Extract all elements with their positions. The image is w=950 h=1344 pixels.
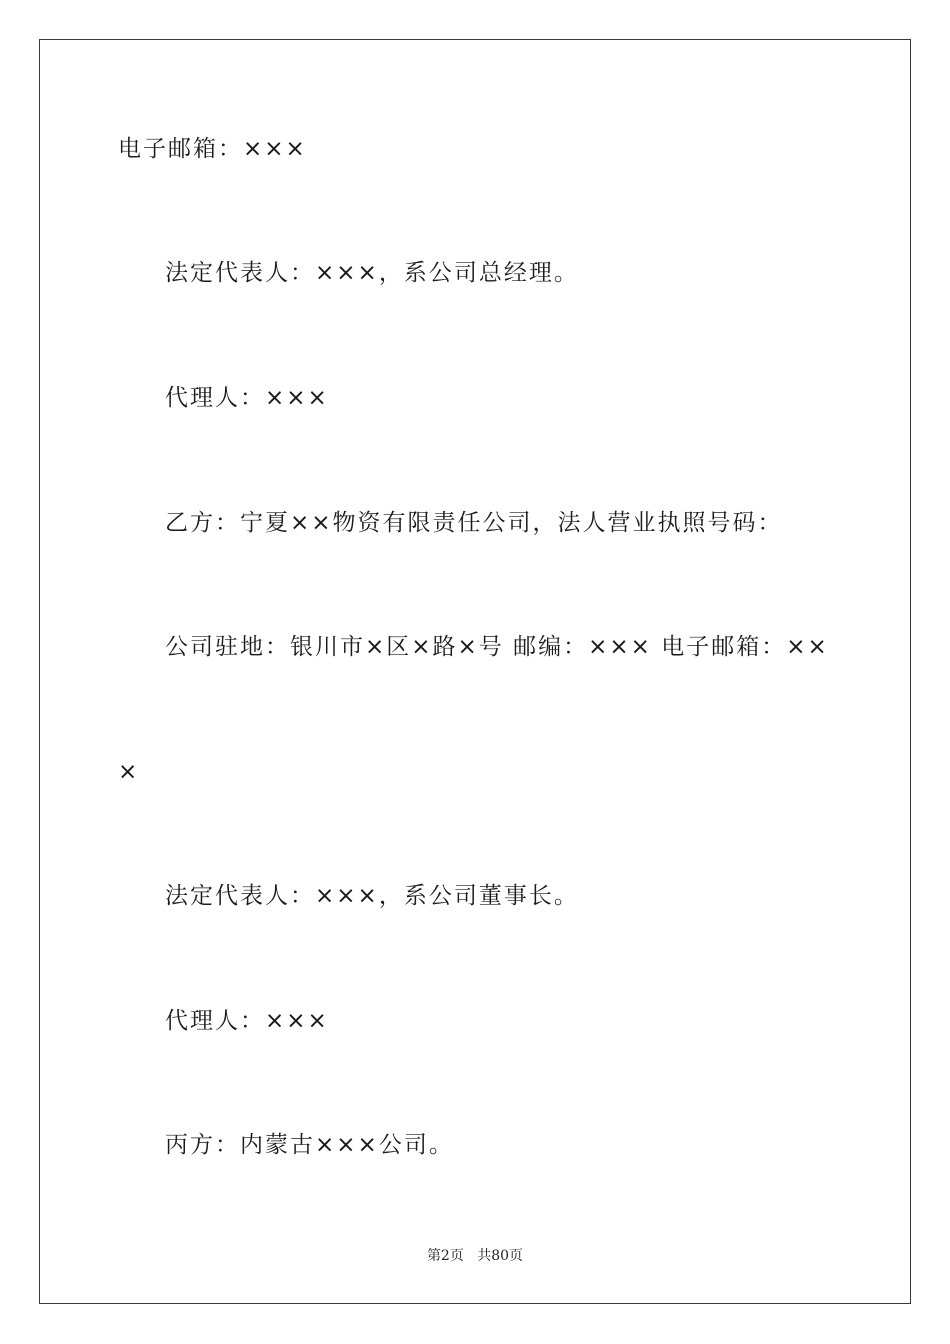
page-frame (39, 39, 911, 1304)
page-footer (0, 1246, 950, 1266)
text-line-party-b: 乙方：宁夏××物资有限责任公司，法人营业执照号码： (165, 510, 783, 536)
text-line-legal-rep-2: 法定代表人：×××，系公司董事长。 (165, 883, 579, 909)
page-number: 第2页 (426, 1248, 464, 1264)
text-line-legal-rep-1: 法定代表人：×××，系公司总经理。 (165, 260, 579, 286)
text-line-agent-2: 代理人：××× (165, 1008, 329, 1034)
text-line-address-cont: × (118, 759, 140, 785)
page-total: 共80页 (477, 1248, 524, 1264)
text-line-party-c: 丙方：内蒙古×××公司。 (165, 1132, 454, 1158)
text-line-agent-1: 代理人：××× (165, 385, 329, 411)
text-line-email-1: 电子邮箱：××× (118, 136, 307, 162)
text-line-address: 公司驻地：银川市×区×路×号 邮编：××× 电子邮箱：×× (165, 634, 829, 660)
